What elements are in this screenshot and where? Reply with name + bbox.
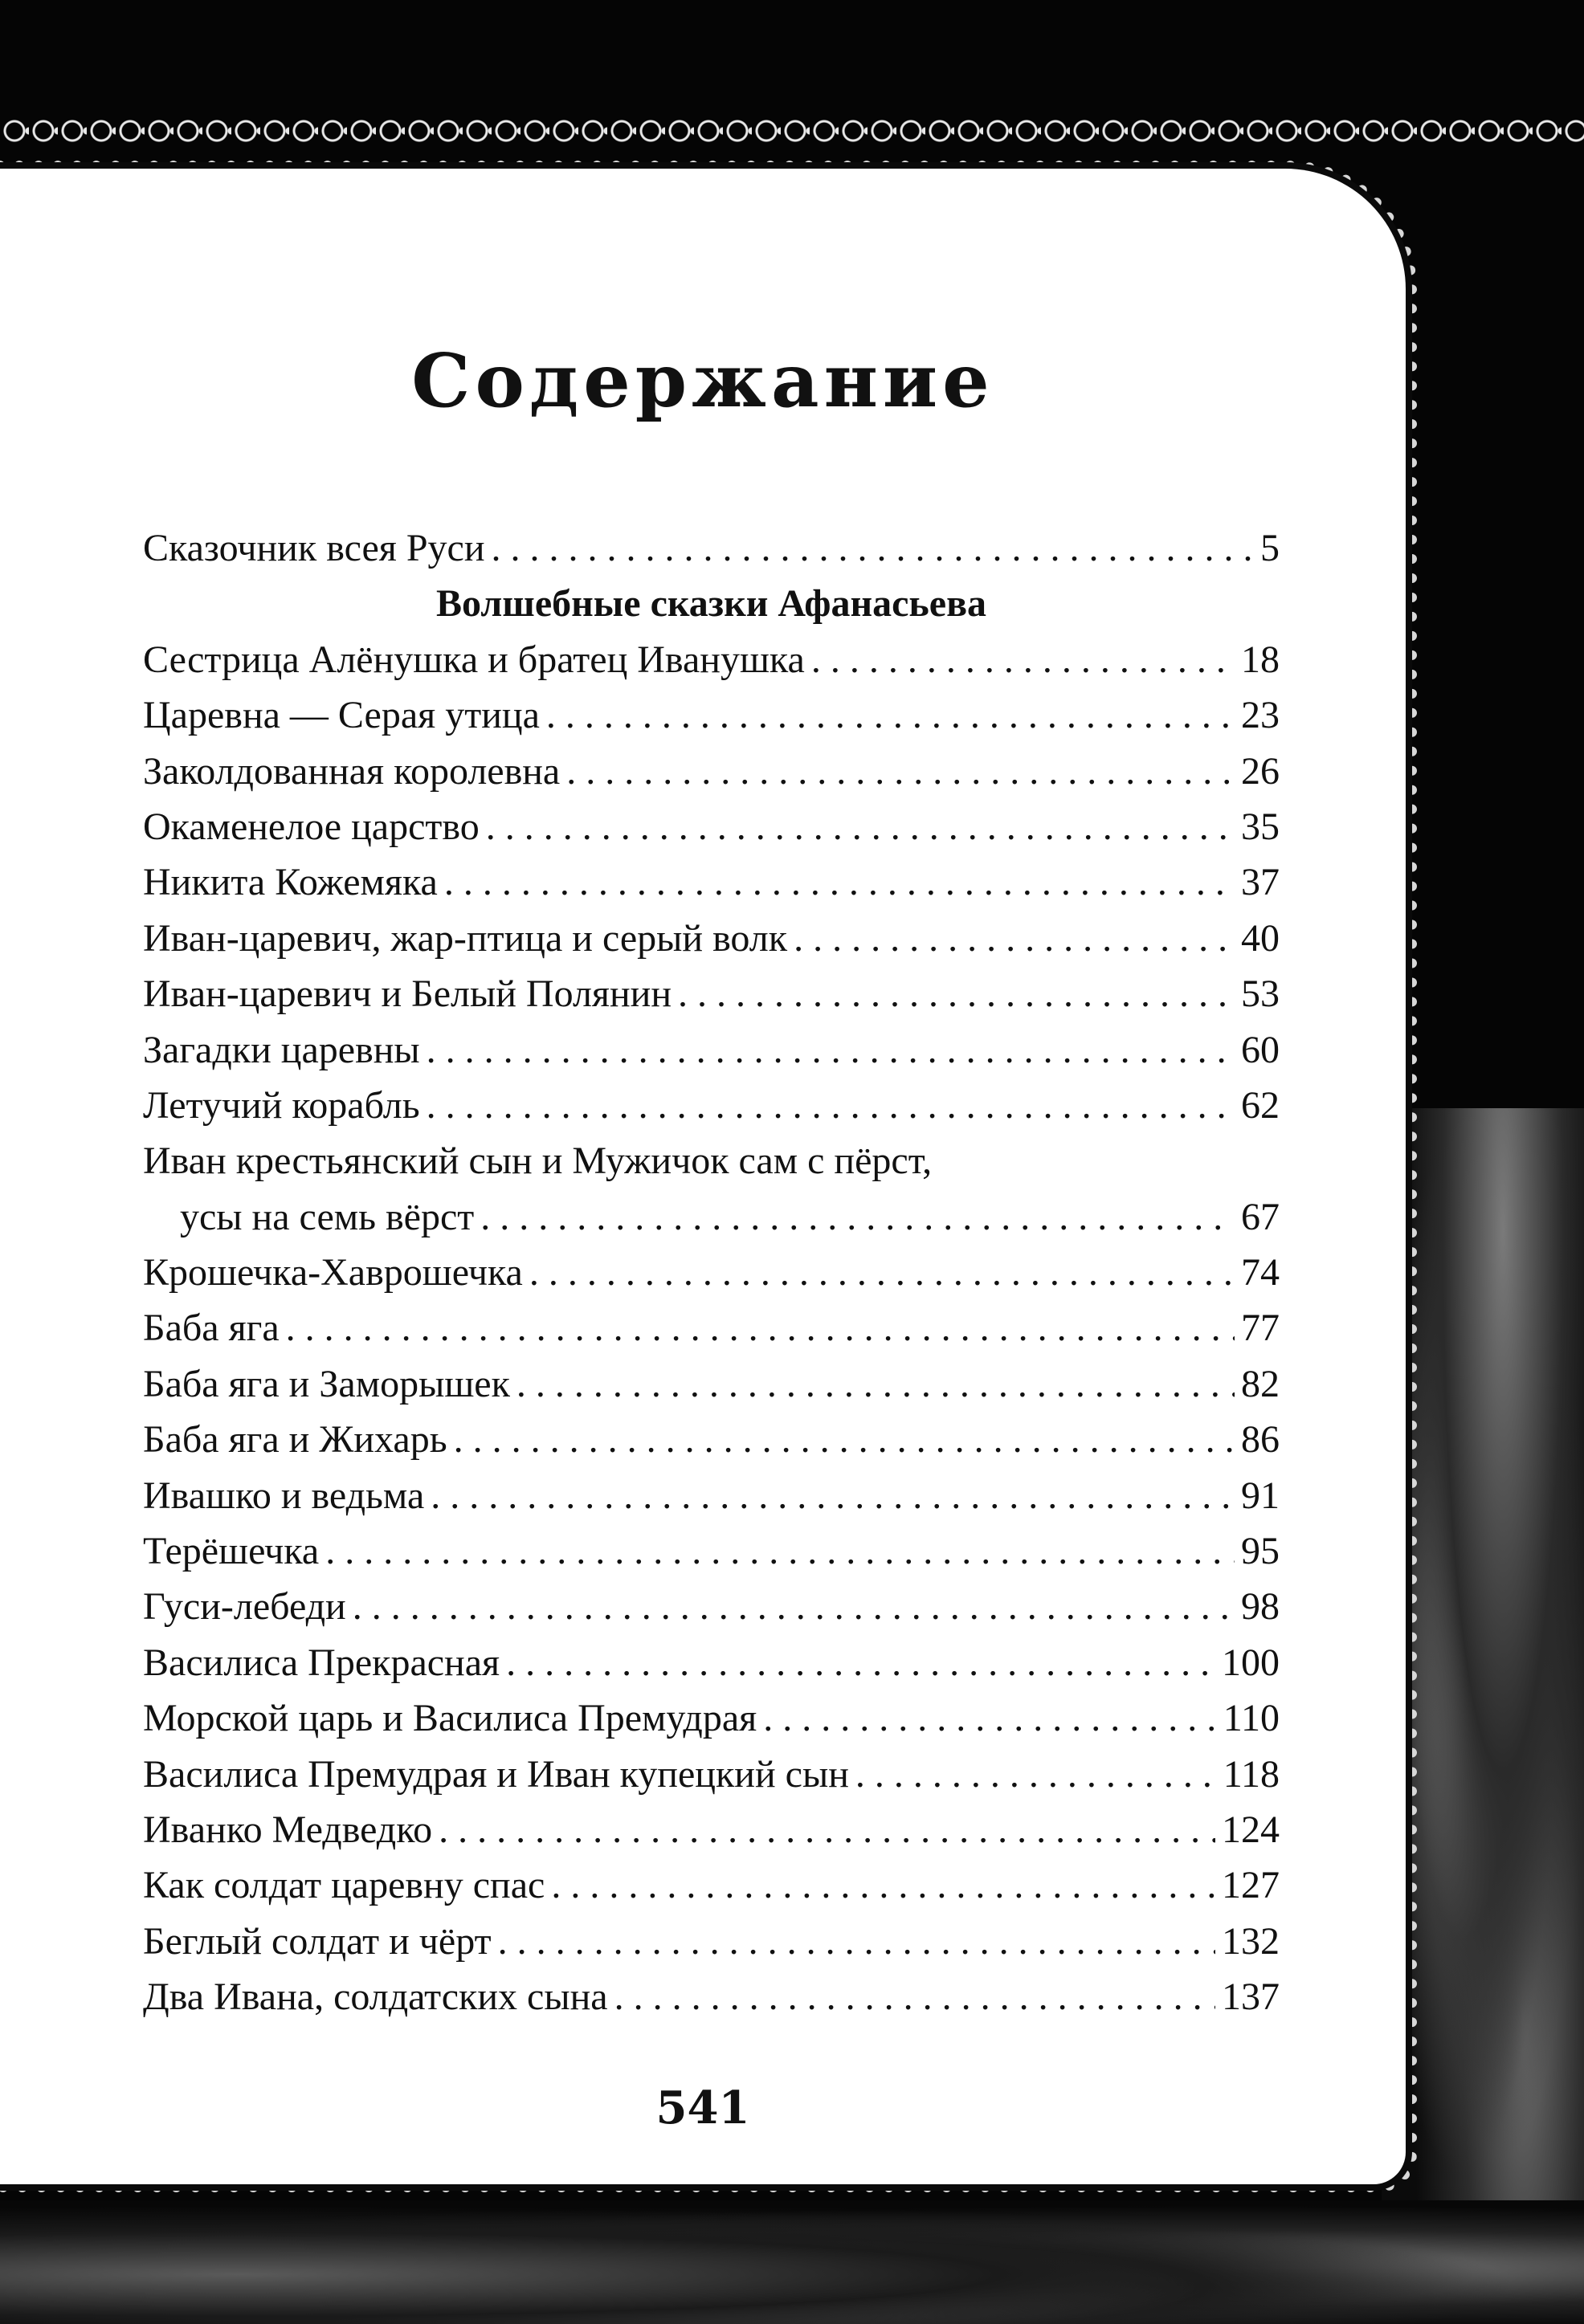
toc-entry[interactable] [143,911,1280,966]
toc-entry[interactable] [143,1969,1280,2024]
toc-entry[interactable] [143,744,1280,799]
toc-entry[interactable] [143,1635,1280,1690]
dot-leader [529,1245,1235,1300]
dot-leader [427,1078,1235,1133]
dot-leader [454,1412,1235,1467]
toc-entry-page: 118 [1223,1752,1280,1796]
toc-entry-title: усы на семь вёрст [180,1195,475,1238]
toc-entry-page: 127 [1222,1864,1280,1907]
toc-entry-title: Василиса Премудрая и Иван купецкий сын [143,1752,849,1796]
toc-entry[interactable] [143,1300,1280,1356]
toc-entry-title: Морской царь и Василиса Премудрая [143,1697,757,1740]
toc-entry-title: Как солдат царевну спас [143,1864,545,1907]
toc-entry-title: Окаменелое царство [143,805,480,848]
toc-entry-title: Два Ивана, солдатских сына [143,1975,608,2019]
toc-entry-page: 67 [1241,1195,1280,1238]
toc-entry-page: 95 [1241,1530,1280,1573]
toc-entry-title: Загадки царевны [143,1028,420,1071]
dot-leader [431,1468,1235,1523]
toc-entry-title: Баба яга и Жихарь [143,1418,447,1462]
dot-leader [855,1747,1217,1802]
toc-entry-intro[interactable] [143,520,1280,576]
dot-leader [353,1579,1235,1634]
toc-entry[interactable] [143,1523,1280,1579]
toc-entry-title: Баба яга и Заморышек [143,1362,510,1405]
dot-leader [794,911,1235,966]
dot-leader [492,520,1254,576]
toc-entry-title: Иван крестьянский сын и Мужичок сам с пёрст, [143,1140,933,1183]
toc-entry-page: 91 [1241,1474,1280,1517]
lacquer-painting-footer [0,2200,1584,2324]
toc-entry-title: Царевна — Серая утица [143,694,540,737]
toc-entry-page: 40 [1241,916,1280,960]
toc-entry-title: Заколдованная королевна [143,749,561,793]
dot-leader [546,687,1235,743]
toc-entry[interactable] [143,1802,1280,1857]
toc-entry-title: Василиса Прекрасная [143,1641,500,1684]
toc-entry[interactable] [143,1412,1280,1467]
toc-entry[interactable] [143,632,1280,687]
toc-entry[interactable] [143,1857,1280,1913]
dot-leader [486,799,1235,854]
dot-leader [506,1635,1215,1690]
dot-leader [427,1022,1235,1078]
toc-entry-wrapped-first-line[interactable] [143,1133,1280,1189]
section-heading: Волшебные сказки Афанасьева [435,582,987,626]
toc-entry[interactable] [143,1245,1280,1300]
toc-entry-title: Иванко Медведко [143,1808,433,1851]
dot-leader [325,1523,1235,1579]
dot-leader [516,1356,1235,1412]
ornamental-border-band [0,103,1584,159]
dot-leader [286,1300,1235,1356]
toc-entry[interactable] [143,966,1280,1021]
toc-entry-page: 77 [1241,1307,1280,1350]
toc-entry-title: Сестрица Алёнушка и братец Иванушка [143,638,805,681]
toc-entry-page: 18 [1241,638,1280,681]
toc-entry-page: 132 [1222,1919,1280,1963]
toc-entry-title: Сказочник всея Руси [143,527,485,569]
toc-entry-title: Гуси-лебеди [143,1585,346,1629]
dot-leader [614,1969,1215,2024]
toc-entry-title: Беглый солдат и чёрт [143,1919,492,1963]
toc-entry-title: Иван-царевич, жар-птица и серый волк [143,916,788,960]
toc-entry-page: 100 [1222,1641,1280,1684]
toc-entry[interactable] [143,1690,1280,1746]
toc-entry-page: 86 [1241,1418,1280,1462]
toc-entry[interactable] [143,1356,1280,1412]
toc-entry-title: Крошечка-Хаврошечка [143,1251,523,1295]
dot-leader [444,854,1235,910]
toc-entry-page: 37 [1241,861,1280,904]
toc-entry-title: Баба яга [143,1307,280,1350]
toc-entry[interactable] [143,687,1280,743]
dot-leader [439,1802,1215,1857]
toc-entry-title: Никита Кожемяка [143,861,438,904]
toc-entry[interactable] [143,1579,1280,1634]
toc-entry-page: 137 [1222,1975,1280,2019]
toc-entry-page: 35 [1241,805,1280,848]
toc-entry-wrapped-second-line[interactable] [143,1189,1280,1245]
toc-entry[interactable] [143,1022,1280,1078]
toc-entry-title: Иван-царевич и Белый Полянин [143,972,672,1016]
toc-entry[interactable] [143,799,1280,854]
dot-leader [566,744,1235,799]
dot-leader [551,1857,1215,1913]
dot-leader [678,966,1235,1021]
dot-leader [480,1189,1235,1245]
dot-leader [811,632,1235,687]
page-title: Содержание [411,337,994,424]
toc-entry-page: 53 [1241,972,1280,1016]
toc-entry-page: 98 [1241,1585,1280,1629]
toc-entry-title: Летучий корабль [143,1083,420,1127]
toc-entry-page: 60 [1241,1028,1280,1071]
toc-entry-page: 74 [1241,1251,1280,1295]
toc-entry-page: 23 [1241,694,1280,737]
toc-entry-title: Терёшечка [143,1530,320,1573]
table-of-contents [143,520,1280,2025]
dot-leader [498,1914,1215,1969]
toc-entry[interactable] [143,1914,1280,1969]
toc-entry-title: Ивашко и ведьма [143,1474,425,1517]
toc-entry-page: 82 [1241,1362,1280,1405]
toc-entry[interactable] [143,1468,1280,1523]
toc-entry-page: 110 [1223,1697,1280,1740]
toc-entry[interactable] [143,854,1280,910]
toc-entry-page: 26 [1241,749,1280,793]
toc-entry-page: 62 [1241,1083,1280,1127]
toc-entry[interactable] [143,1078,1280,1133]
page-number: 541 [655,2081,750,2134]
dot-leader [763,1690,1217,1746]
toc-entry[interactable] [143,1747,1280,1802]
toc-entry-page: 124 [1222,1808,1280,1851]
toc-entry-page: 5 [1260,527,1280,569]
